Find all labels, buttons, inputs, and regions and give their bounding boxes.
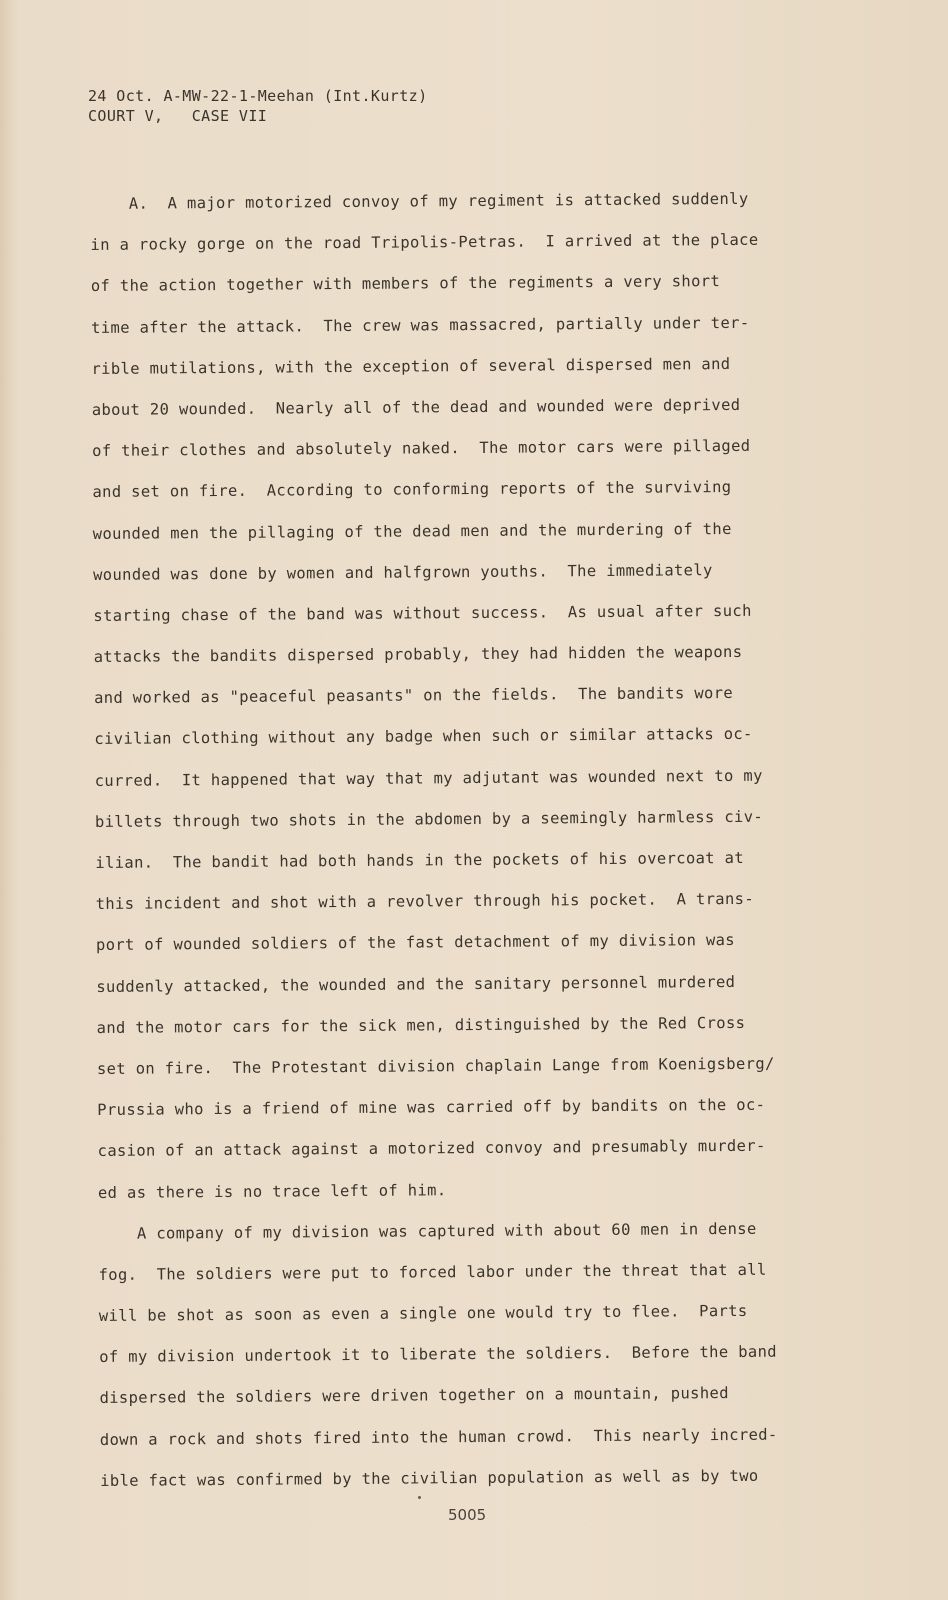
text-line: fog. The soldiers were put to forced labor under the threat that all (98, 1260, 767, 1284)
text-line: of my division undertook it to liberate the soldiers. Before the band (99, 1342, 777, 1367)
text-line: rible mutilations, with the exception of several dispersed men and (91, 354, 731, 378)
text-line: ilian. The bandit had both hands in the pockets of his overcoat at (95, 848, 745, 872)
text-line: dispersed the soldiers were driven together on a mountain, pushed (99, 1384, 729, 1408)
text-line: in a rocky gorge on the road Tripolis-Petras. I arrived at the place (90, 230, 759, 255)
text-line: suddenly attacked, the wounded and the sanitary personnel murdered (96, 972, 736, 996)
text-line: this incident and shot with a revolver through his pocket. A trans- (95, 889, 755, 914)
header-court-line: COURT V, CASE VII (88, 107, 268, 125)
text-line: wounded men the pillaging of the dead men and the murdering of the (92, 519, 732, 543)
text-line: of their clothes and absolutely naked. The motor cars were pillaged (92, 436, 751, 461)
text-line: time after the attack. The crew was massacred, partially under ter- (91, 313, 750, 337)
text-line: and worked as "peaceful peasants" on the fields. The bandits wore (93, 684, 734, 708)
text-line: ible fact was confirmed by the civilian population as well as by two (100, 1466, 759, 1490)
text-line: A company of my division was captured with about 60 men in dense (98, 1219, 757, 1243)
text-line: starting chase of the band was without success. As usual after such (93, 601, 752, 625)
text-line: and set on fire. According to conforming reports of the surviving (92, 478, 732, 502)
text-line: Prussia who is a friend of mine was carried off by bandits on the oc- (97, 1095, 766, 1120)
text-line: about 20 wounded. Nearly all of the dead and wounded were deprived (91, 395, 741, 419)
text-line: billets through two shots in the abdomen by a seemingly harmless civ- (94, 807, 764, 831)
text-line: of the action together with members of the regiments a very short (90, 272, 721, 296)
text-line: set on fire. The Protestant division chaplain Lange from Koenigsberg/ (96, 1054, 775, 1078)
text-line: will be shot as soon as even a single one would try to flee. Parts (98, 1301, 748, 1326)
text-line: wounded was done by women and halfgrown youths. The immediately (92, 560, 713, 584)
text-line: down a rock and shots fired into the human crowd. This nearly incred- (99, 1425, 778, 1449)
text-line: port of wounded soldiers of the fast detachment of my division was (95, 931, 736, 955)
text-line: civilian clothing without any badge when such or similar attacks oc- (94, 725, 753, 749)
page-number: 5005 (448, 1506, 487, 1524)
text-line: ed as there is no trace left of him. (97, 1180, 447, 1202)
header-date-line: 24 Oct. A-MW-22-1-Meehan (Int.Kurtz) (88, 87, 428, 105)
text-line: attacks the bandits dispersed probably, they had hidden the weapons (93, 642, 743, 667)
document-header (88, 86, 428, 126)
text-line: and the motor cars for the sick men, distinguished by the Red Cross (96, 1013, 746, 1037)
text-line: casion of an attack against a motorized convoy and presumably murder- (97, 1137, 766, 1161)
ink-speck (418, 1496, 421, 1499)
text-line: A. A major motorized convoy of my regiment is attacked suddenly (90, 189, 749, 213)
text-line: curred. It happened that way that my adjutant was wounded next to my (94, 766, 763, 790)
body-text (90, 178, 835, 1502)
